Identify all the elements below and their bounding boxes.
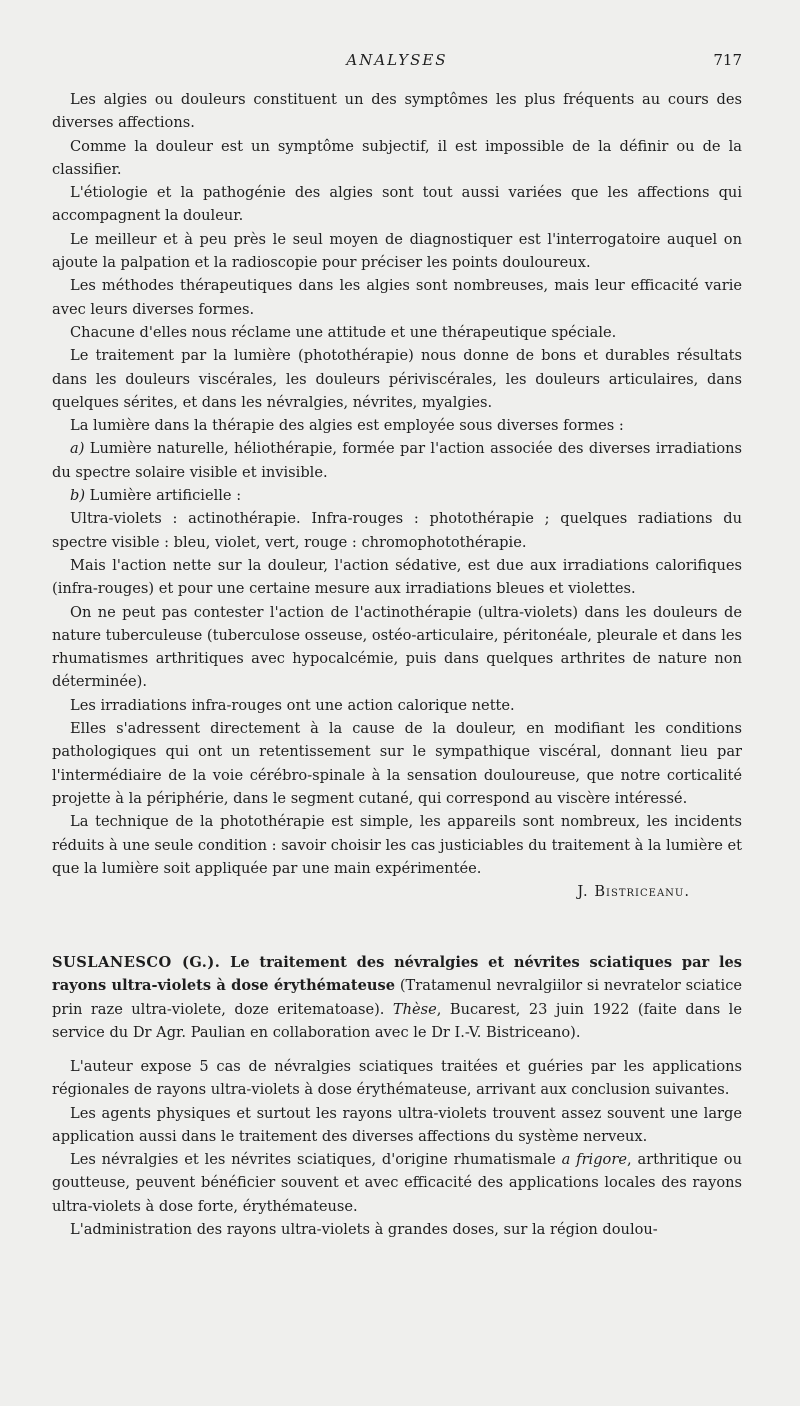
these-label: Thèse bbox=[392, 1000, 437, 1018]
article-heading bbox=[52, 951, 742, 1044]
page-number: 717 bbox=[713, 51, 742, 69]
paragraph: Les méthodes thérapeutiques dans les algies sont nombreuses, mais leur efficacité varie avec leurs diverses formes. bbox=[52, 277, 742, 318]
review-body bbox=[52, 88, 742, 903]
paragraph: La lumière dans la thérapie des algies est employée sous diverses formes : bbox=[70, 417, 624, 435]
text-run: , arthritique ou goutteuse, peuvent bénéficier souvent et avec efficacité des applications locales des rayons ultra-violets à dose forte, érythémateuse. bbox=[52, 1151, 742, 1215]
running-title: ANALYSES bbox=[346, 51, 448, 69]
paragraph: Les agents physiques et surtout les rayons ultra-violets trouvent assez souvent une large application aussi dans le traitement des diverses affections du système nerveux. bbox=[52, 1104, 742, 1145]
paragraph: Mais l'action nette sur la douleur, l'action sédative, est due aux irradiations calorifiques (infra-rouges) et pour une certaine mesure aux irradiations bleues et violettes. bbox=[52, 556, 742, 598]
page-header bbox=[52, 49, 742, 75]
text-run: Les névralgies et les névrites sciatiques, d'origine rhumatismale bbox=[70, 1151, 562, 1169]
text-run-italic: a frigore bbox=[561, 1151, 627, 1169]
paragraph: Le meilleur et à peu près le seul moyen de diagnostiquer est l'interrogatoire auquel on ajoute la palpation et la radioscopie pour préciser les points douloureux. bbox=[52, 230, 742, 272]
paragraph: Les irradiations infra-rouges ont une action calorique nette. bbox=[70, 696, 515, 714]
paragraph: Comme la douleur est un symptôme subjectif, il est impossible de la définir ou de la classifier. bbox=[52, 137, 742, 178]
article-entry bbox=[52, 951, 742, 1044]
paragraph: Les algies ou douleurs constituent un des symptômes les plus fréquents au cours des diverses affections. bbox=[52, 91, 742, 132]
article-place-date: , Bucarest, 23 juin 1922 (faite dans le service du Dr Agr. Paulian en collaboration avec le Dr I.-V. Bistriceano). bbox=[52, 1000, 742, 1041]
list-text: Lumière artificielle : bbox=[85, 487, 242, 505]
list-label: b) bbox=[70, 487, 86, 505]
paragraph: L'administration des rayons ultra-violets à grandes doses, sur la région doulou- bbox=[70, 1221, 658, 1239]
paragraph: Elles s'adressent directement à la cause de la douleur, en modifiant les conditions pathologiques qui ont un retentissement sur le sympathique viscéral, donnant lieu par l'intermédiaire de la voie cérébro-spinale à la sensation douloureuse, que notre corticalité projette à la périphérie, dans le segment cutané, qui correspond au viscère intéressé. bbox=[52, 720, 742, 807]
list-text: Lumière naturelle, héliothérapie, formée par l'action associée des diverses irradiations du spectre solaire visible et invisible. bbox=[52, 440, 742, 481]
list-item bbox=[52, 437, 742, 484]
article-title: Le traitement des névralgies et névrites sciatiques par les rayons ultra-violets à dose érythémateuse bbox=[52, 954, 742, 995]
signature: J. Bistriceanu. bbox=[577, 883, 690, 901]
list-item bbox=[52, 484, 742, 507]
paragraph bbox=[52, 1148, 742, 1218]
paragraph: L'étiologie et la pathogénie des algies sont tout aussi variées que les affections qui accompagnent la douleur. bbox=[52, 184, 742, 225]
article-subtitle: (Tratamenul nevralgiilor si nevratelor sciatice prin raze ultra-violete, doze eritematoase). bbox=[52, 977, 743, 1018]
paragraph: La technique de la photothérapie est simple, les appareils sont nombreux, les incidents réduits à une seule condition : savoir choisir les cas justiciables du traitement à la lumière et que la lumière soit appliquée par une main expérimentée. bbox=[52, 813, 742, 877]
paragraph: On ne peut pas contester l'action de l'actinothérapie (ultra-violets) dans les douleurs de nature tuberculeuse (tuberculose osseuse, ostéo-articulaire, péritonéale, pleurale et dans les rhumatismes arthritiques avec hypocalcémie, puis dans quelques arthrites de nature non déterminée). bbox=[52, 603, 742, 691]
article-author: SUSLANESCO (G.). bbox=[52, 954, 221, 971]
paragraph: Chacune d'elles nous réclame une attitude et une thérapeutique spéciale. bbox=[70, 323, 617, 341]
paragraph: Le traitement par la lumière (photothérapie) nous donne de bons et durables résultats dans les douleurs viscérales, les douleurs périviscérales, les douleurs articulaires, dans quelques sérites, et dans les névralgies, névrites, myalgies. bbox=[52, 347, 742, 411]
paragraph: Ultra-violets : actinothérapie. Infra-rouges : photothérapie ; quelques radiations du spectre visible : bleu, violet, vert, rouge : chromophotothérapie. bbox=[52, 510, 742, 551]
paragraph: L'auteur expose 5 cas de névralgies sciatiques traitées et guéries par les applications régionales de rayons ultra-violets à dose érythémateuse, arrivant aux conclusion suivantes. bbox=[52, 1058, 742, 1099]
list-label: a) bbox=[70, 440, 85, 458]
article-body bbox=[52, 1055, 742, 1241]
